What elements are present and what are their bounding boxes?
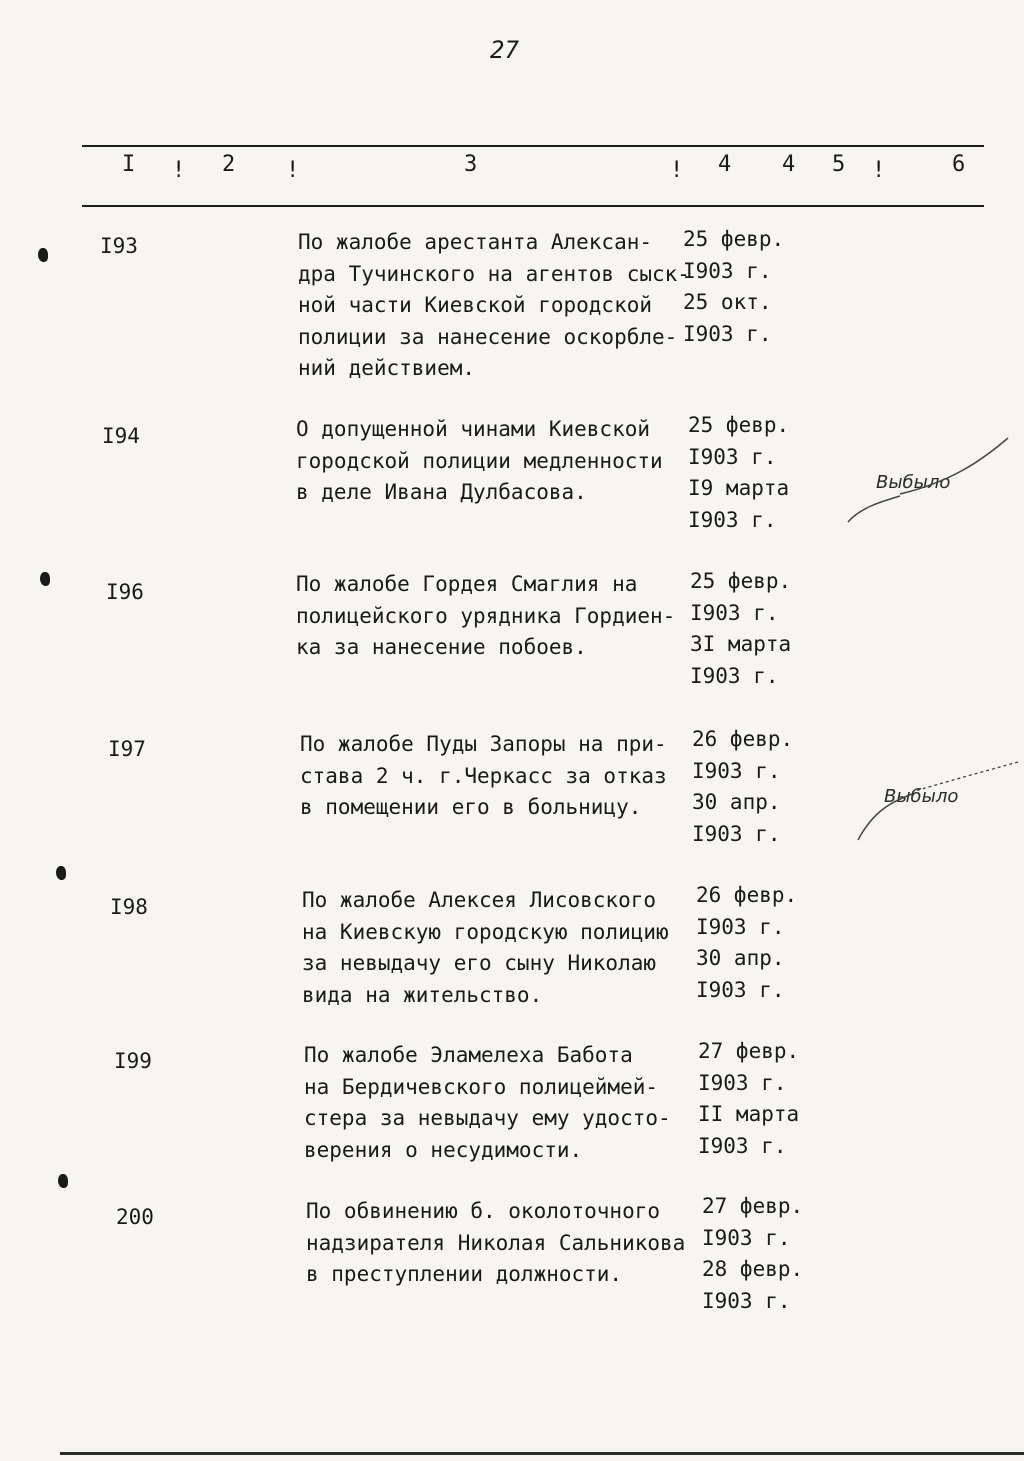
withdrawn-note: Выбыло — [876, 472, 951, 493]
case-number: I94 — [102, 424, 140, 448]
withdrawn-strike-mark — [840, 432, 1020, 532]
case-dates: 25 февр. I903 г. I9 марта I903 г. — [688, 413, 790, 532]
case-number: I97 — [108, 737, 146, 761]
case-dates: 27 февр. I903 г. 28 февр. I903 г. — [702, 1194, 804, 1313]
header-col-1: I — [122, 152, 136, 177]
header-separator: ! — [670, 158, 684, 183]
withdrawn-strike-mark — [852, 758, 1024, 848]
page-number: 27 — [490, 36, 519, 64]
case-number: 200 — [116, 1205, 154, 1229]
withdrawn-note: Выбыло — [884, 786, 959, 807]
case-dates: 25 февр. I903 г. 25 окт. I903 г. — [683, 227, 785, 346]
case-description: По жалобе арестанта Алексан- дра Тучинского на агентов сыск- ной части Киевской городской полиции за нанесение оскорбле- ний действием. — [298, 230, 690, 380]
header-separator: ! — [872, 158, 886, 183]
header-col-4: 4 — [718, 152, 732, 177]
case-number: I99 — [114, 1049, 152, 1073]
case-description: По обвинению б. околоточного надзирателя Николая Сальникова в преступлении должности. — [306, 1199, 686, 1286]
header-separator: ! — [286, 158, 300, 183]
table-header-bottom-rule — [82, 205, 984, 207]
margin-mark — [38, 248, 48, 262]
header-col-3: 3 — [464, 152, 478, 177]
case-number: I93 — [100, 234, 138, 258]
case-dates: 26 февр. I903 г. 30 апр. I903 г. — [692, 727, 794, 846]
case-description: По жалобе Пуды Запоры на при- става 2 ч. г.Черкасс за отказ в помещении его в больницу. — [300, 732, 667, 819]
header-col-6: 6 — [952, 152, 966, 177]
table-header-top-rule — [82, 145, 984, 147]
case-dates: 27 февр. I903 г. II марта I903 г. — [698, 1039, 800, 1158]
case-dates: 26 февр. I903 г. 30 апр. I903 г. — [696, 883, 798, 1002]
case-description: По жалобе Алексея Лисовского на Киевскую городскую полицию за невыдачу его сыну Николаю вида на жительство. — [302, 888, 669, 1007]
margin-mark — [58, 1174, 68, 1188]
header-col-4b: 4 — [782, 152, 796, 177]
case-number: I98 — [110, 895, 148, 919]
header-separator: ! — [172, 158, 186, 183]
case-description: По жалобе Гордея Смаглия на полицейского урядника Гордиен- ка за нанесение побоев. — [296, 572, 676, 659]
margin-mark — [56, 866, 66, 880]
case-description: О допущенной чинами Киевской городской полиции медленности в деле Ивана Дулбасова. — [296, 417, 663, 504]
case-description: По жалобе Эламелеха Бабота на Бердичевского полицеймей- стера за невыдачу ему удосто- верения о несудимости. — [304, 1043, 671, 1162]
margin-mark — [40, 572, 50, 586]
page-bottom-edge — [60, 1452, 1024, 1455]
case-number: I96 — [106, 580, 144, 604]
case-dates: 25 февр. I903 г. 3I марта I903 г. — [690, 569, 792, 688]
header-col-5: 5 — [832, 152, 846, 177]
header-col-2: 2 — [222, 152, 236, 177]
